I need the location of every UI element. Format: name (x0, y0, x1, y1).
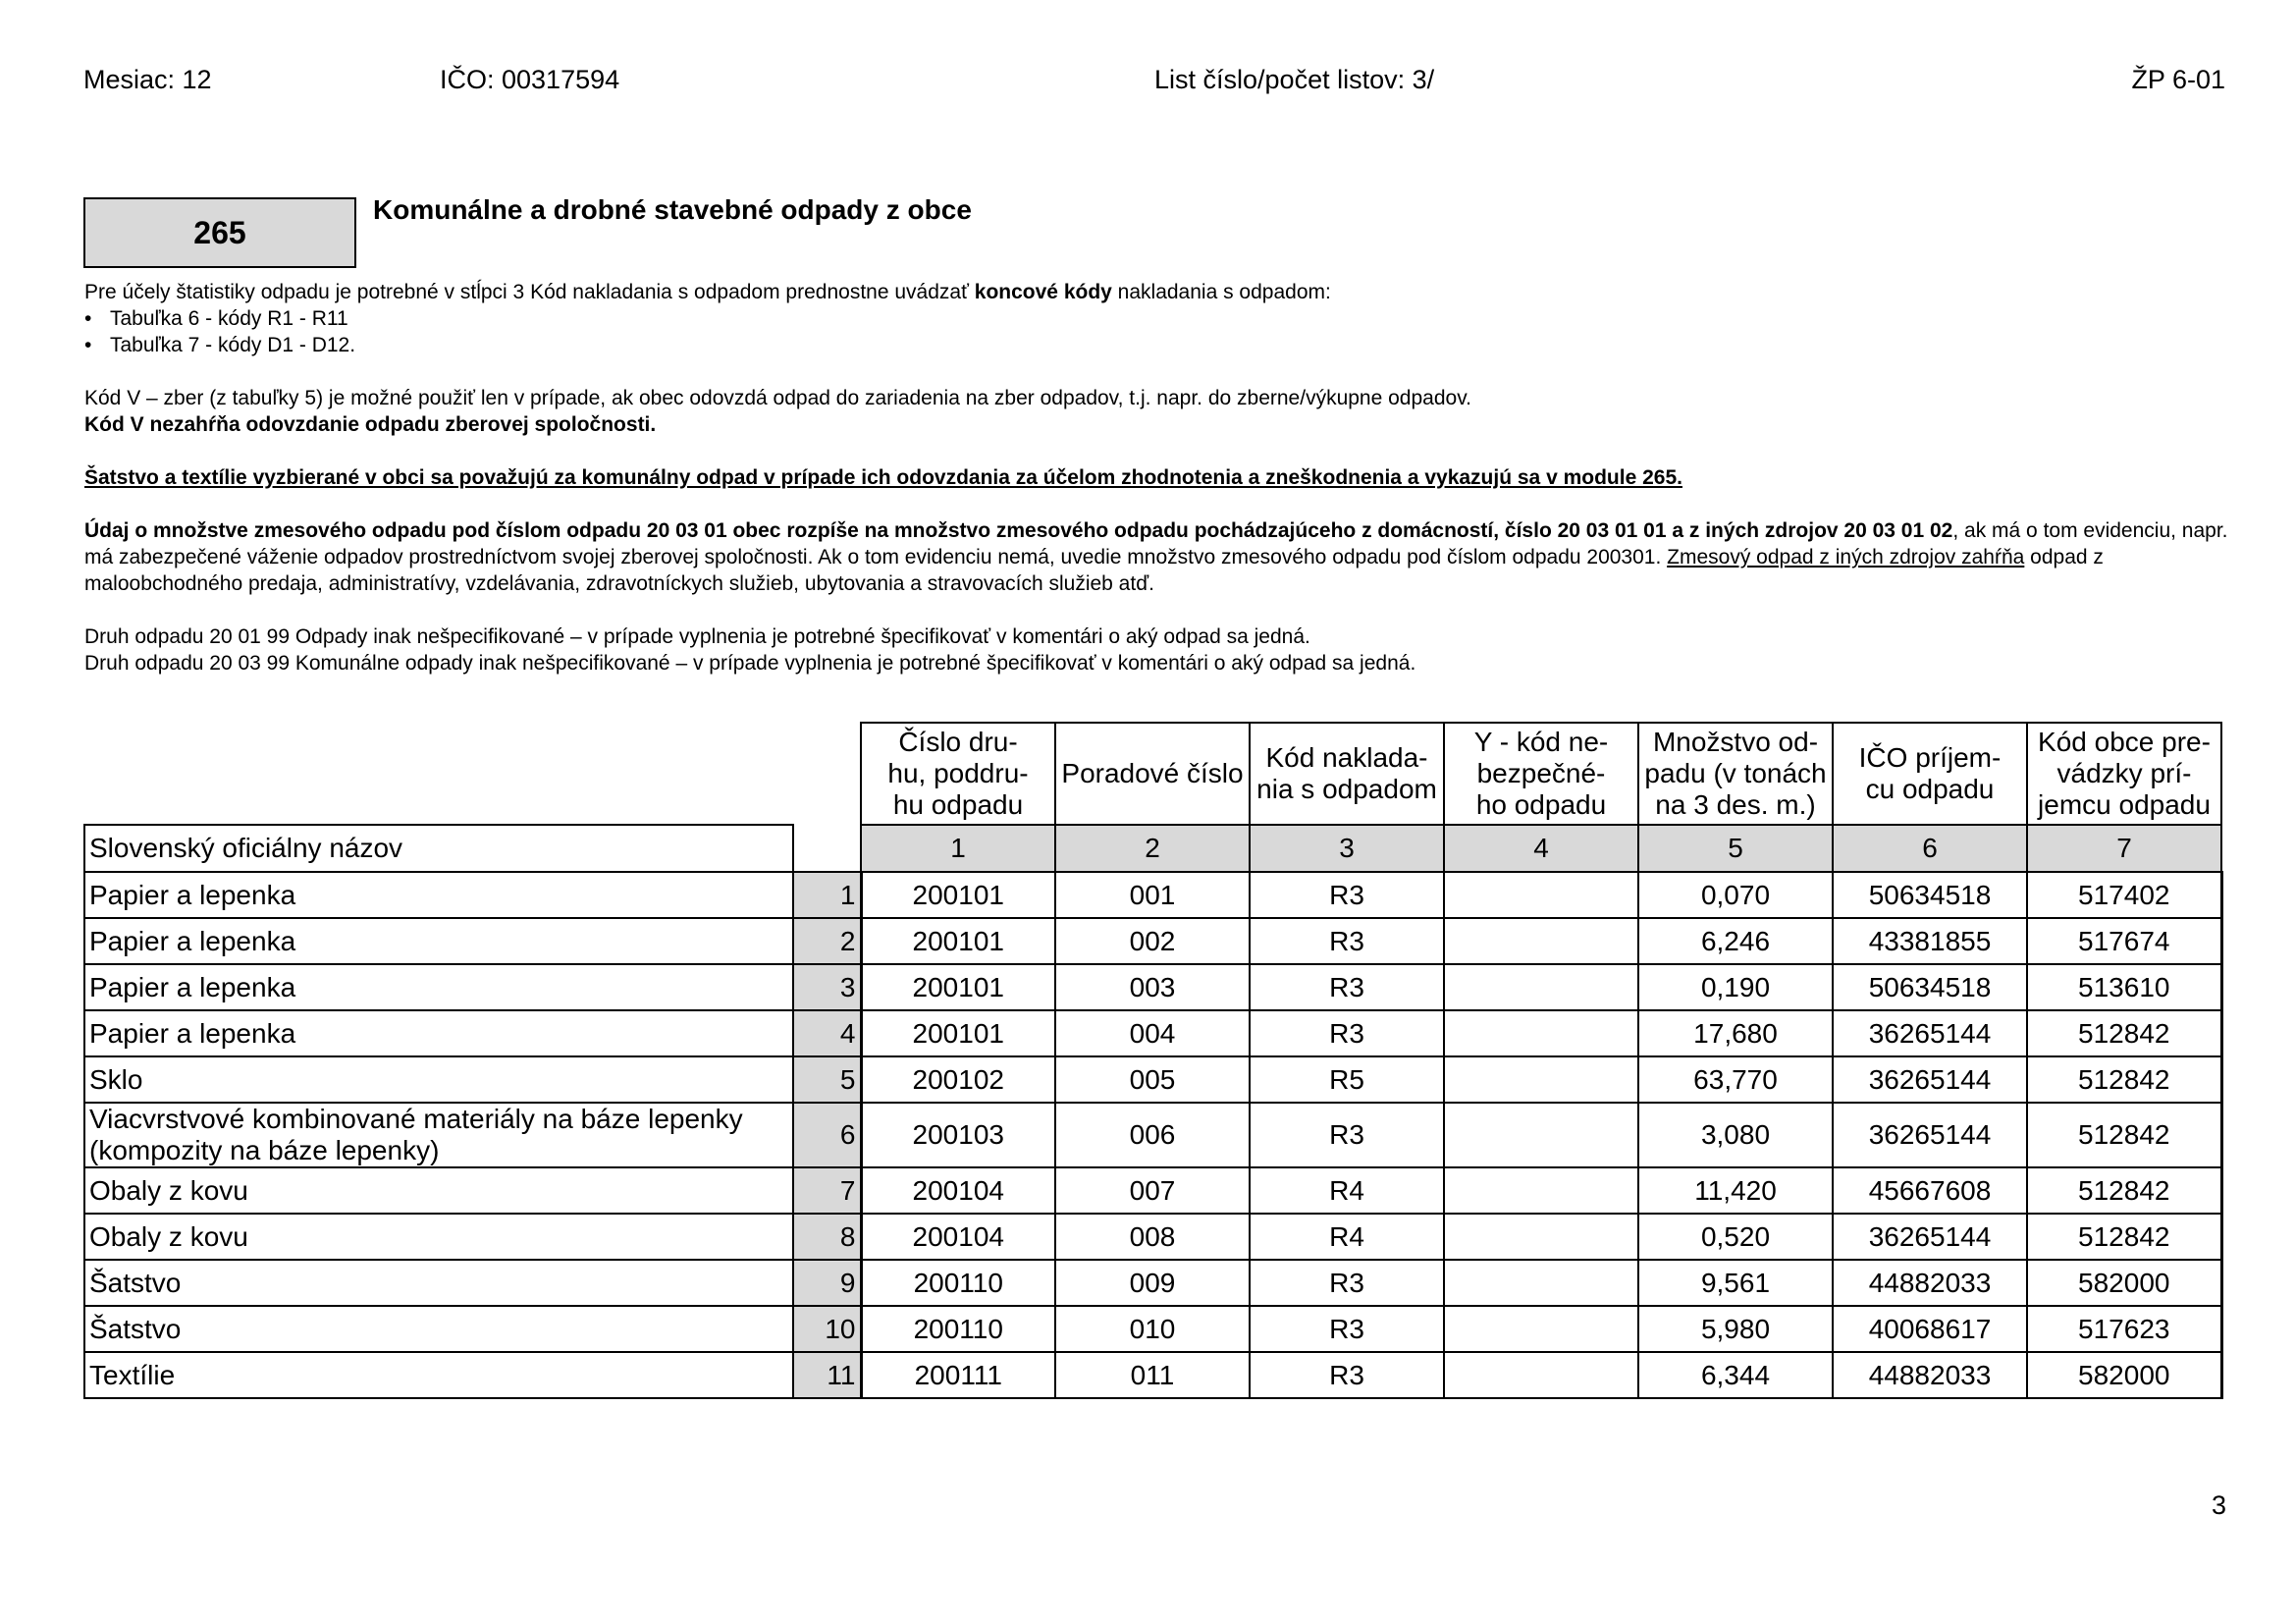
row-cell: 003 (1055, 964, 1250, 1010)
row-cell: 6,246 (1638, 918, 1833, 964)
row-cell: 517402 (2027, 872, 2221, 918)
row-cell: 200101 (861, 964, 1055, 1010)
table-row (84, 1306, 2221, 1352)
row-cell: R3 (1250, 1010, 1444, 1056)
row-cell: R3 (1250, 1260, 1444, 1306)
row-cell: 200101 (861, 1010, 1055, 1056)
row-cell: 36265144 (1833, 1056, 2027, 1103)
row-cell: 009 (1055, 1260, 1250, 1306)
row-cell (1444, 872, 1638, 918)
col-header-5: Množstvo od- padu (v tonách na 3 des. m.) (1638, 723, 1833, 825)
row-cell: 6,344 (1638, 1352, 1833, 1398)
row-index: 9 (793, 1260, 861, 1306)
row-name: Papier a lepenka (84, 918, 793, 964)
row-cell: 200104 (861, 1214, 1055, 1260)
instr-bullet: • Tabuľka 6 - kódy R1 - R11 (84, 305, 2244, 332)
instr-p3: Šatstvo a textílie vyzbierané v obci sa považujú za komunálny odpad v prípade ich odovzdania za účelom zhodnotenia a zneškodnenia a vykazujú sa v module 265. (84, 466, 1682, 489)
row-cell: 517623 (2027, 1306, 2221, 1352)
row-index: 7 (793, 1167, 861, 1214)
ico-label: IČO: 00317594 (440, 65, 620, 94)
row-cell: 007 (1055, 1167, 1250, 1214)
row-index: 5 (793, 1056, 861, 1103)
table-row (84, 1352, 2221, 1398)
row-cell: 010 (1055, 1306, 1250, 1352)
instr-p6: Druh odpadu 20 03 99 Komunálne odpady inak nešpecifikované – v prípade vyplnenia je potrebné špecifikovať v komentári o aký odpad sa jedná. (84, 652, 1416, 675)
row-name: Papier a lepenka (84, 1010, 793, 1056)
row-cell: R3 (1250, 1352, 1444, 1398)
row-cell: 3,080 (1638, 1103, 1833, 1167)
row-cell: R3 (1250, 872, 1444, 918)
row-cell: R3 (1250, 918, 1444, 964)
row-cell: 512842 (2027, 1167, 2221, 1214)
row-cell: 200103 (861, 1103, 1055, 1167)
row-index: 1 (793, 872, 861, 918)
row-cell: 200110 (861, 1260, 1055, 1306)
row-name: Textílie (84, 1352, 793, 1398)
row-cell (1444, 1103, 1638, 1167)
module-title: Komunálne a drobné stavebné odpady z obce (373, 194, 972, 225)
row-cell (1444, 1214, 1638, 1260)
col-number: 1 (861, 825, 1055, 872)
row-cell: 582000 (2027, 1260, 2221, 1306)
page-number: 3 (2211, 1490, 2226, 1520)
row-cell: 517674 (2027, 918, 2221, 964)
row-cell: 005 (1055, 1056, 1250, 1103)
row-cell: 36265144 (1833, 1214, 2027, 1260)
row-cell: R5 (1250, 1056, 1444, 1103)
column-number-row (84, 825, 2221, 872)
row-cell (1444, 964, 1638, 1010)
row-index: 8 (793, 1214, 861, 1260)
row-index: 6 (793, 1103, 861, 1167)
instr-p5: Druh odpadu 20 01 99 Odpady inak nešpecifikované – v prípade vyplnenia je potrebné špecifikovať v komentári o aký odpad sa jedná. (84, 625, 1310, 648)
waste-table (83, 722, 2223, 1399)
row-cell: 44882033 (1833, 1352, 2027, 1398)
row-cell: 11,420 (1638, 1167, 1833, 1214)
month-label: Mesiac: 12 (83, 65, 212, 94)
col-number: 3 (1250, 825, 1444, 872)
row-cell (1444, 1010, 1638, 1056)
row-cell: 002 (1055, 918, 1250, 964)
row-cell: 001 (1055, 872, 1250, 918)
row-cell (1444, 1260, 1638, 1306)
row-cell: 004 (1055, 1010, 1250, 1056)
row-cell: 0,520 (1638, 1214, 1833, 1260)
name-header: Slovenský oficiálny názov (84, 825, 793, 872)
row-cell: R4 (1250, 1214, 1444, 1260)
row-index: 10 (793, 1306, 861, 1352)
row-name: Papier a lepenka (84, 872, 793, 918)
row-name: Sklo (84, 1056, 793, 1103)
row-cell: 512842 (2027, 1056, 2221, 1103)
row-cell: 50634518 (1833, 964, 2027, 1010)
module-number: 265 (83, 197, 356, 268)
row-cell: 200110 (861, 1306, 1055, 1352)
instr-p2-bold: Kód V nezahŕňa odovzdanie odpadu zberovej spoločnosti. (84, 413, 657, 436)
row-cell: 006 (1055, 1103, 1250, 1167)
table-row (84, 964, 2221, 1010)
table-row (84, 1214, 2221, 1260)
row-cell: 36265144 (1833, 1010, 2027, 1056)
col-header-6: IČO príjem- cu odpadu (1833, 723, 2027, 825)
row-cell (1444, 1167, 1638, 1214)
col-header-4: Y - kód ne- bezpečné- ho odpadu (1444, 723, 1638, 825)
col-number: 6 (1833, 825, 2027, 872)
row-cell (1444, 1056, 1638, 1103)
row-cell: 200111 (861, 1352, 1055, 1398)
row-name: Papier a lepenka (84, 964, 793, 1010)
row-cell: 0,190 (1638, 964, 1833, 1010)
row-cell: 582000 (2027, 1352, 2221, 1398)
table-row (84, 918, 2221, 964)
col-number: 4 (1444, 825, 1638, 872)
row-cell: 0,070 (1638, 872, 1833, 918)
row-cell: R3 (1250, 1306, 1444, 1352)
table-row (84, 1103, 2221, 1167)
instructions (84, 279, 2244, 676)
row-cell: 512842 (2027, 1103, 2221, 1167)
instr-bullets (84, 305, 2244, 358)
row-cell: 9,561 (1638, 1260, 1833, 1306)
row-cell: 512842 (2027, 1214, 2221, 1260)
col-header-1: Číslo dru- hu, poddru- hu odpadu (861, 723, 1055, 825)
form-code: ŽP 6-01 (2131, 65, 2225, 94)
row-index: 4 (793, 1010, 861, 1056)
row-cell: 200101 (861, 918, 1055, 964)
instr-bullet: • Tabuľka 7 - kódy D1 - D12. (84, 332, 2244, 358)
col-number: 2 (1055, 825, 1250, 872)
row-cell (1444, 1306, 1638, 1352)
row-cell: 63,770 (1638, 1056, 1833, 1103)
row-index: 3 (793, 964, 861, 1010)
row-name: Šatstvo (84, 1260, 793, 1306)
col-header-3: Kód naklada- nia s odpadom (1250, 723, 1444, 825)
row-name: Obaly z kovu (84, 1214, 793, 1260)
row-name: Viacvrstvové kombinované materiály na báze lepenky (kompozity na báze lepenky) (84, 1103, 793, 1167)
row-name: Šatstvo (84, 1306, 793, 1352)
row-cell: 44882033 (1833, 1260, 2027, 1306)
row-index: 11 (793, 1352, 861, 1398)
row-cell: 008 (1055, 1214, 1250, 1260)
row-index: 2 (793, 918, 861, 964)
row-name: Obaly z kovu (84, 1167, 793, 1214)
table-row (84, 1010, 2221, 1056)
row-cell: 200101 (861, 872, 1055, 918)
table-row (84, 872, 2221, 918)
col-number: 5 (1638, 825, 1833, 872)
row-cell: 512842 (2027, 1010, 2221, 1056)
row-cell: 43381855 (1833, 918, 2027, 964)
row-cell: 200102 (861, 1056, 1055, 1103)
col-header-2: Poradové číslo (1055, 723, 1250, 825)
row-cell: 50634518 (1833, 872, 2027, 918)
row-cell: 40068617 (1833, 1306, 2027, 1352)
row-cell: 5,980 (1638, 1306, 1833, 1352)
instr-p4: Údaj o množstve zmesového odpadu pod číslom odpadu 20 03 01 obec rozpíše na množstvo zmesového odpadu pochádzajúceho z domácností, číslo 20 03 01 01 a z iných zdrojov 20 03 01 02, ak má o tom evidenciu, napr. má zabezpečené váženie odpadov prostredníctvom svojej zberovej spoločnosti. Ak o tom evidenciu nemá, uvedie množstvo zmesového odpadu pod číslom odpadu 200301. Zmesový odpad z iných zdrojov zahŕňa odpad z maloobchodného predaja, administratívy, vzdelávania, zdravotníckych služieb, ubytovania a stravovacích služieb atď. (84, 519, 2228, 595)
table-row (84, 1056, 2221, 1103)
row-cell: 200104 (861, 1167, 1055, 1214)
row-cell: 45667608 (1833, 1167, 2027, 1214)
row-cell (1444, 1352, 1638, 1398)
instr-p1: Pre účely štatistiky odpadu je potrebné v stĺpci 3 Kód nakladania s odpadom prednostne uvádzať koncové kódy nakladania s odpadom: (84, 281, 1331, 303)
row-cell (1444, 918, 1638, 964)
column-header-row (84, 723, 2221, 825)
row-cell: R4 (1250, 1167, 1444, 1214)
table-row (84, 1167, 2221, 1214)
col-header-7: Kód obce pre- vádzky prí- jemcu odpadu (2027, 723, 2221, 825)
row-cell: 513610 (2027, 964, 2221, 1010)
table-row (84, 1260, 2221, 1306)
row-cell: 17,680 (1638, 1010, 1833, 1056)
row-cell: R3 (1250, 964, 1444, 1010)
row-cell: R3 (1250, 1103, 1444, 1167)
row-cell: 011 (1055, 1352, 1250, 1398)
row-cell: 36265144 (1833, 1103, 2027, 1167)
col-number: 7 (2027, 825, 2221, 872)
sheet-label: List číslo/počet listov: 3/ (1154, 65, 1435, 94)
instr-p2: Kód V – zber (z tabuľky 5) je možné použiť len v prípade, ak obec odovzdá odpad do zariadenia na zber odpadov, t.j. napr. do zberne/výkupne odpadov. (84, 387, 1471, 409)
